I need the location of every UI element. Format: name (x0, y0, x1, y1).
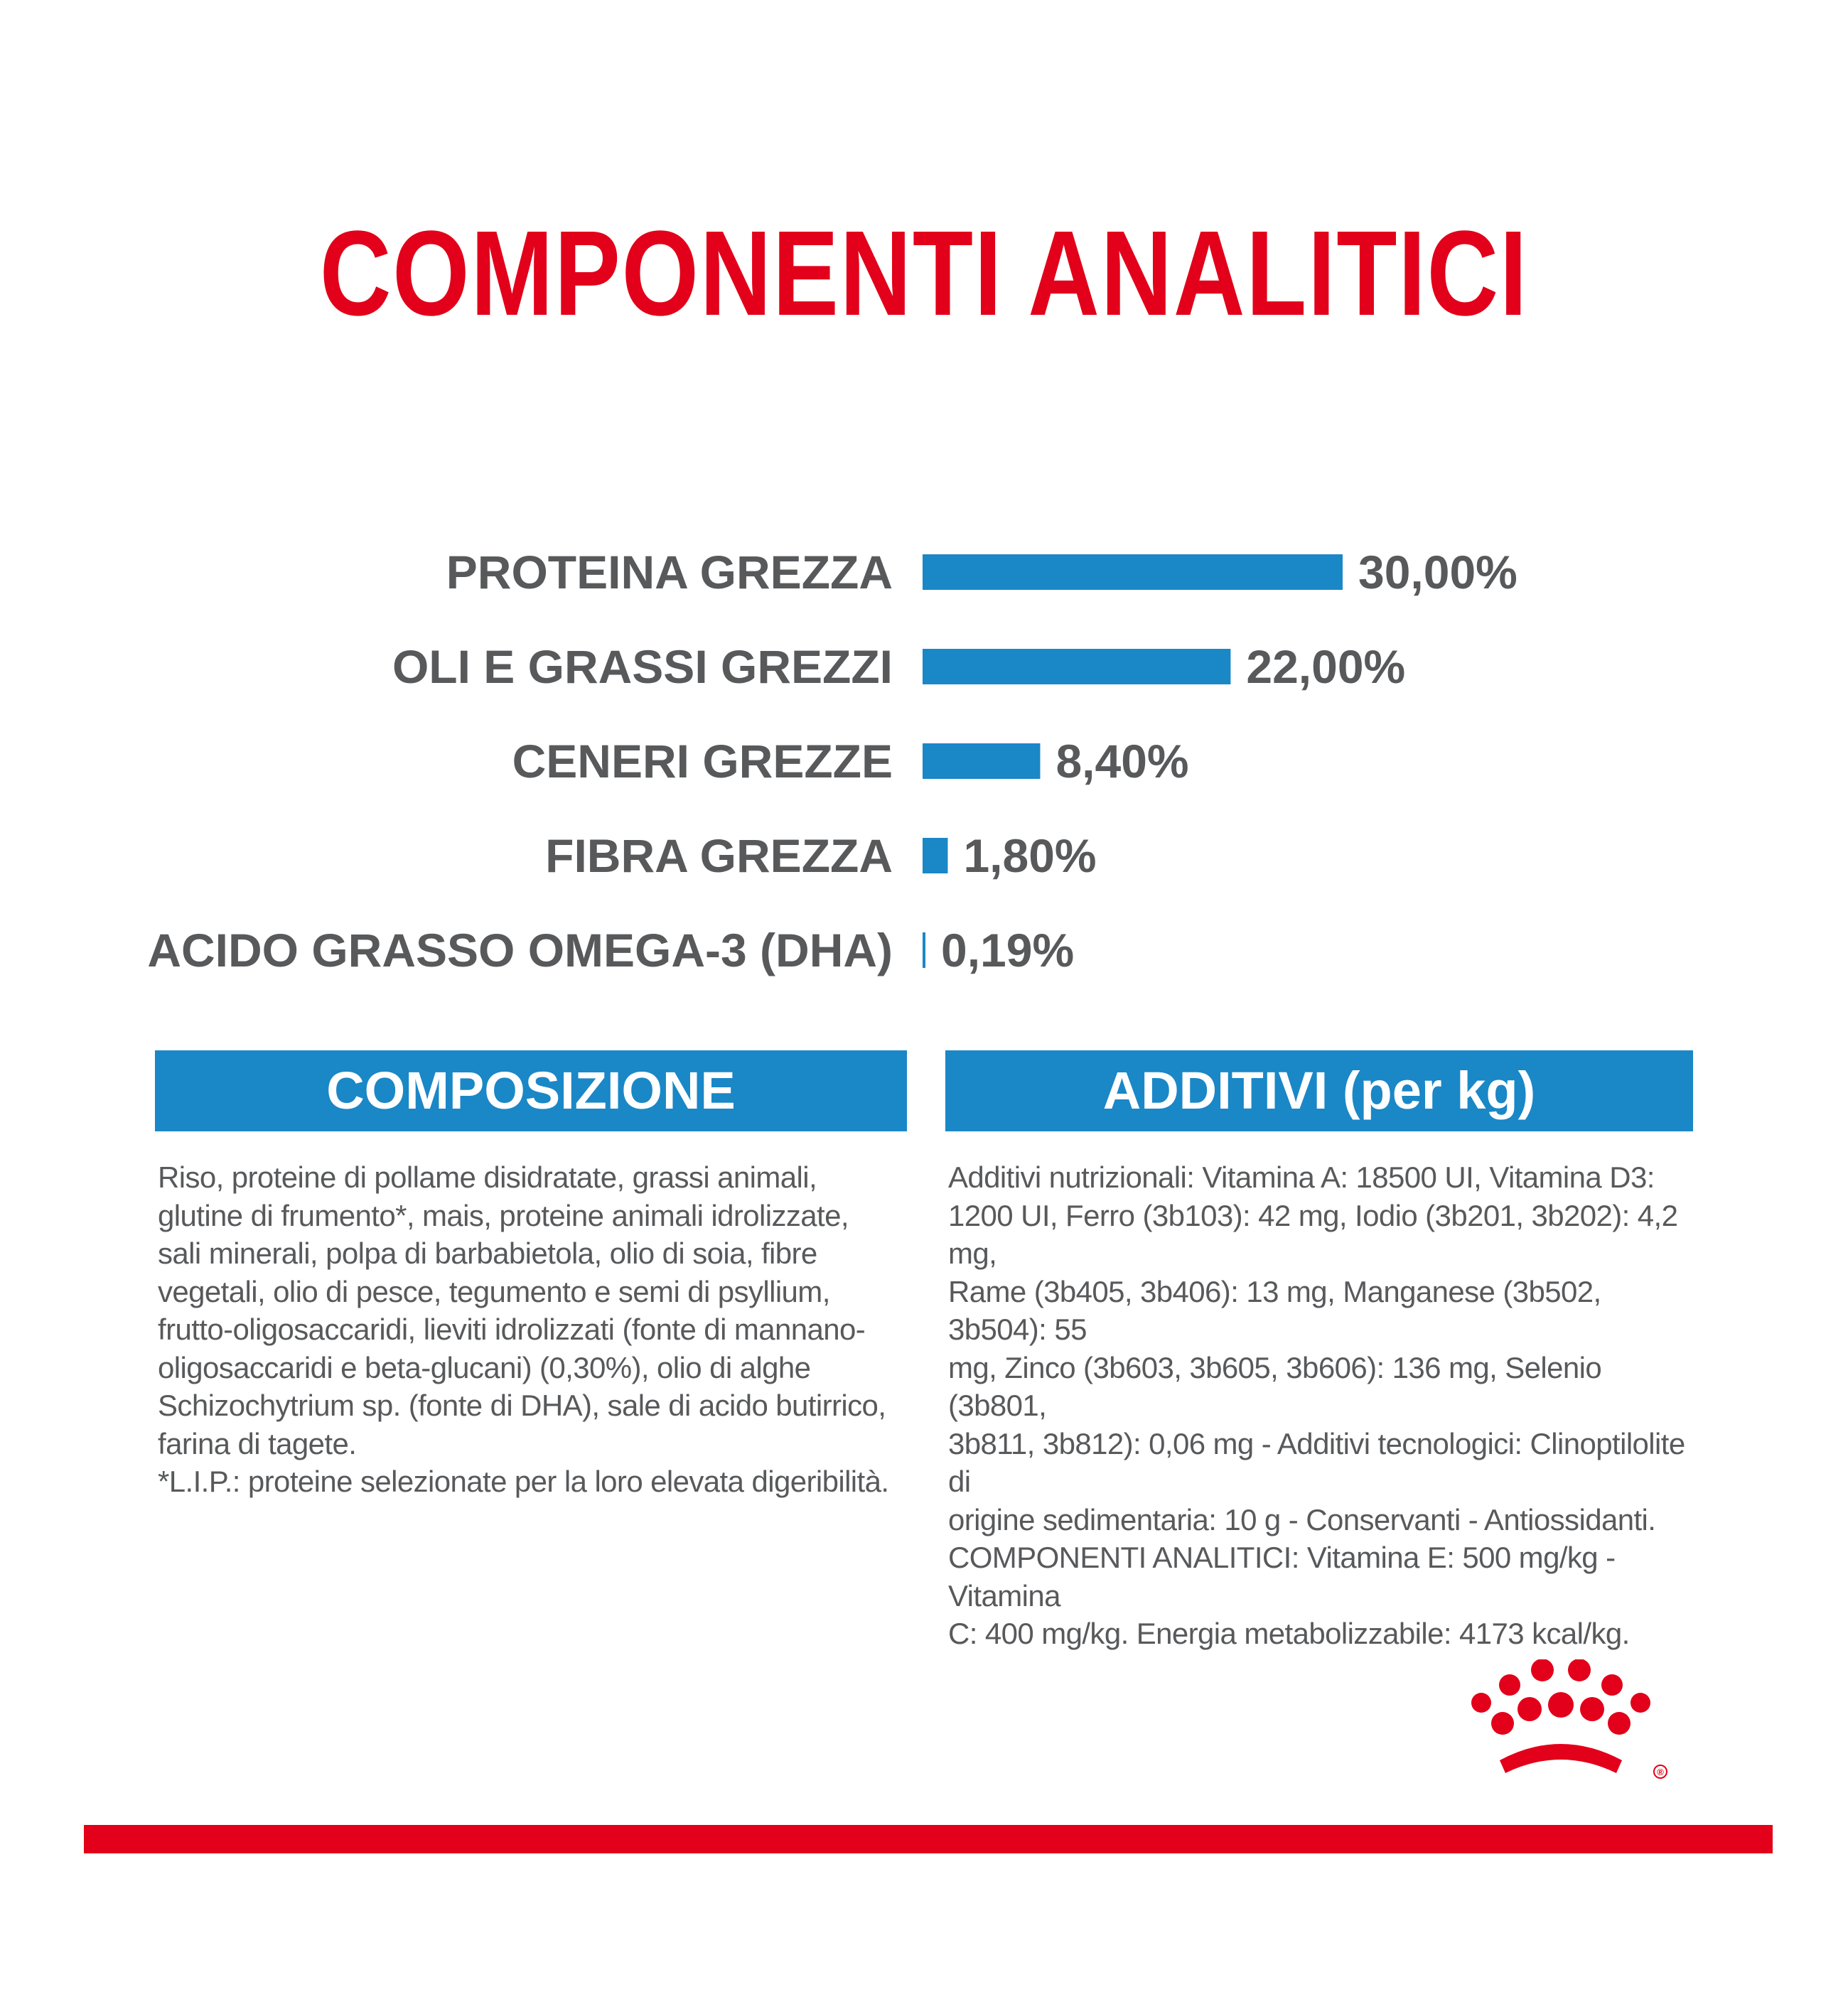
category-label: PROTEINA GREZZA (446, 546, 893, 598)
page-title: COMPONENTI ANALITICI (319, 206, 1529, 341)
additivi-header (945, 1050, 1693, 1131)
bar (923, 743, 1040, 779)
crown-logo-icon (1471, 1659, 1685, 1787)
registered-mark: ® (1657, 1767, 1664, 1777)
category-label: CENERI GREZZE (512, 735, 893, 787)
composizione-header (155, 1050, 907, 1131)
bar (923, 649, 1230, 684)
category-label: OLI E GRASSI GREZZI (392, 640, 893, 693)
additivi-header-label: ADDITIVI (per kg) (1102, 1061, 1536, 1120)
value-label: 1,80% (963, 829, 1097, 882)
composizione-header-label: COMPOSIZIONE (326, 1061, 736, 1120)
value-label: 30,00% (1358, 546, 1517, 598)
additivi-text: Additivi nutrizionali: Vitamina A: 18500 UI, Vitamina D3: 1200 UI, Ferro (3b103): 42 mg, Iodio (3b201, 3b202): 4,2 mg, Rame (3b405, 3b406): 13 mg, Manganese (3b502, 3b504): 55 mg, Zinco (3b603, 3b605, 3b606): 136 mg, Selenio (3b801, 3b811, 3b812): 0,06 mg - Additivi tecnologici: Clinoptilolite di origine sedimentaria: 10 g - Conservanti - Antiossidanti. COMPONENTI ANALITICI: Vitamina E: 500 mg/kg - Vitamina C: 400 mg/kg. Energia metabolizzabile: 4173 kcal/kg. (948, 1161, 1685, 1650)
category-label: FIBRA GREZZA (545, 829, 893, 882)
bar (923, 838, 947, 873)
bar (923, 932, 925, 968)
value-label: 0,19% (941, 924, 1075, 976)
composizione-text: Riso, proteine di pollame disidratate, grassi animali, glutine di frumento*, mais, proteine animali idrolizzate, sali minerali, polpa di barbabietola, olio di soia, fibre vegetali, olio di pesce, tegumento e semi di psyllium, frutto-oligosaccaridi, lieviti idrolizzati (fonte di mannano- oligosaccaridi e beta-glucani) (0,30%), olio di alghe Schizochytrium sp. (fonte di DHA), sale di acido butirrico, farina di tagete. *L.I.P.: proteine selezionate per la loro elevata digeribilità. (158, 1161, 889, 1498)
category-label: ACIDO GRASSO OMEGA-3 (DHA) (147, 924, 893, 976)
bar (923, 554, 1343, 590)
nutrient-bar-chart (0, 512, 1848, 1009)
value-label: 22,00% (1246, 640, 1406, 693)
value-label: 8,40% (1055, 735, 1189, 787)
bottom-red-bar (84, 1825, 1773, 1853)
